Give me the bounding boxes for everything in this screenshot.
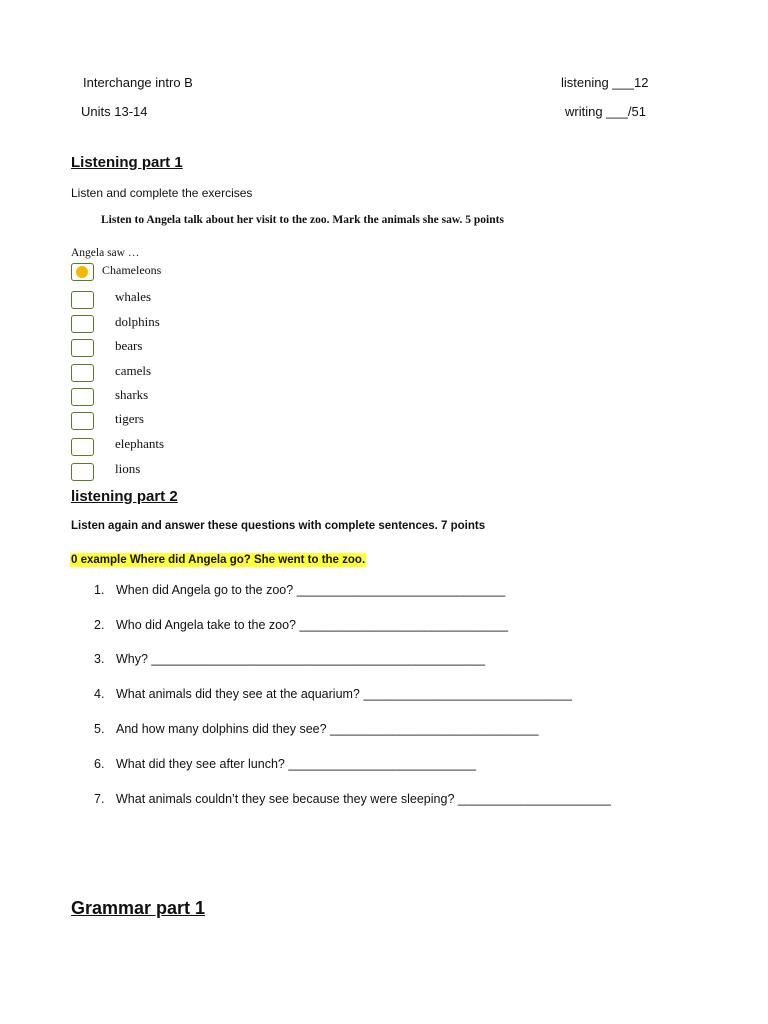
question-number: 7.	[94, 792, 105, 806]
checkbox-whales[interactable]	[71, 291, 94, 309]
checkbox-chameleons[interactable]	[71, 263, 94, 281]
course-title: Interchange intro B	[83, 75, 193, 90]
question-text: And how many dolphins did they see? ______________________________	[116, 722, 539, 736]
question-number: 6.	[94, 757, 105, 771]
animal-label: whales	[115, 289, 152, 304]
animal-label: dolphins	[115, 314, 160, 329]
listening-part1-task: Listen to Angela talk about her visit to the zoo. Mark the animals she saw. 5 points	[101, 214, 504, 226]
angela-saw-lead: Angela saw …	[71, 247, 140, 259]
checkbox-sharks[interactable]	[71, 388, 94, 406]
question-text: Why? ________________________________________________	[116, 652, 486, 666]
animal-label: lions	[115, 461, 141, 476]
checkbox-lions[interactable]	[71, 463, 94, 481]
question-item	[94, 652, 485, 666]
question-text: When did Angela go to the zoo? ______________________________	[116, 583, 506, 597]
checkbox-elephants[interactable]	[71, 438, 94, 456]
writing-score: writing ___/51	[565, 104, 646, 119]
listening-part2-instruction: Listen again and answer these questions with complete sentences. 7 points	[71, 520, 486, 532]
question-text: Who did Angela take to the zoo? ______________________________	[116, 618, 509, 632]
checkbox-camels[interactable]	[71, 364, 94, 382]
question-item	[94, 687, 572, 701]
animal-label: elephants	[115, 436, 165, 451]
checkbox-dolphins[interactable]	[71, 315, 94, 333]
listening-part1-title: Listening part 1	[71, 154, 183, 171]
example-highlight: 0 example Where did Angela go? She went to the zoo.	[71, 554, 366, 566]
question-item	[94, 757, 476, 771]
animal-label: bears	[115, 338, 143, 353]
question-number: 4.	[94, 687, 105, 701]
question-number: 2.	[94, 618, 105, 632]
checkbox-bears[interactable]	[71, 339, 94, 357]
animal-label: Chameleons	[102, 263, 162, 277]
question-number: 1.	[94, 583, 105, 597]
question-text: What animals couldn’t they see because they were sleeping? ______________________	[116, 792, 611, 806]
question-item	[94, 792, 611, 806]
example-sentence	[70, 550, 366, 568]
grammar-part1-title: Grammar part 1	[71, 898, 206, 918]
animal-label: camels	[115, 363, 152, 378]
checked-mark-icon	[76, 266, 88, 278]
question-number: 3.	[94, 652, 105, 666]
listening-part2-title: listening part 2	[71, 488, 178, 505]
question-number: 5.	[94, 722, 105, 736]
listening-part1-instruction: Listen and complete the exercises	[71, 186, 253, 200]
question-item	[94, 722, 539, 736]
animal-label: tigers	[115, 411, 144, 426]
units-label: Units 13-14	[81, 104, 148, 119]
question-item	[94, 583, 505, 597]
listening-score: listening ___12	[561, 75, 649, 90]
animal-label: sharks	[115, 387, 149, 402]
question-text: What animals did they see at the aquarium? ______________________________	[116, 687, 572, 701]
question-item	[94, 618, 508, 632]
question-text: What did they see after lunch? ___________________________	[116, 757, 477, 771]
checkbox-tigers[interactable]	[71, 412, 94, 430]
